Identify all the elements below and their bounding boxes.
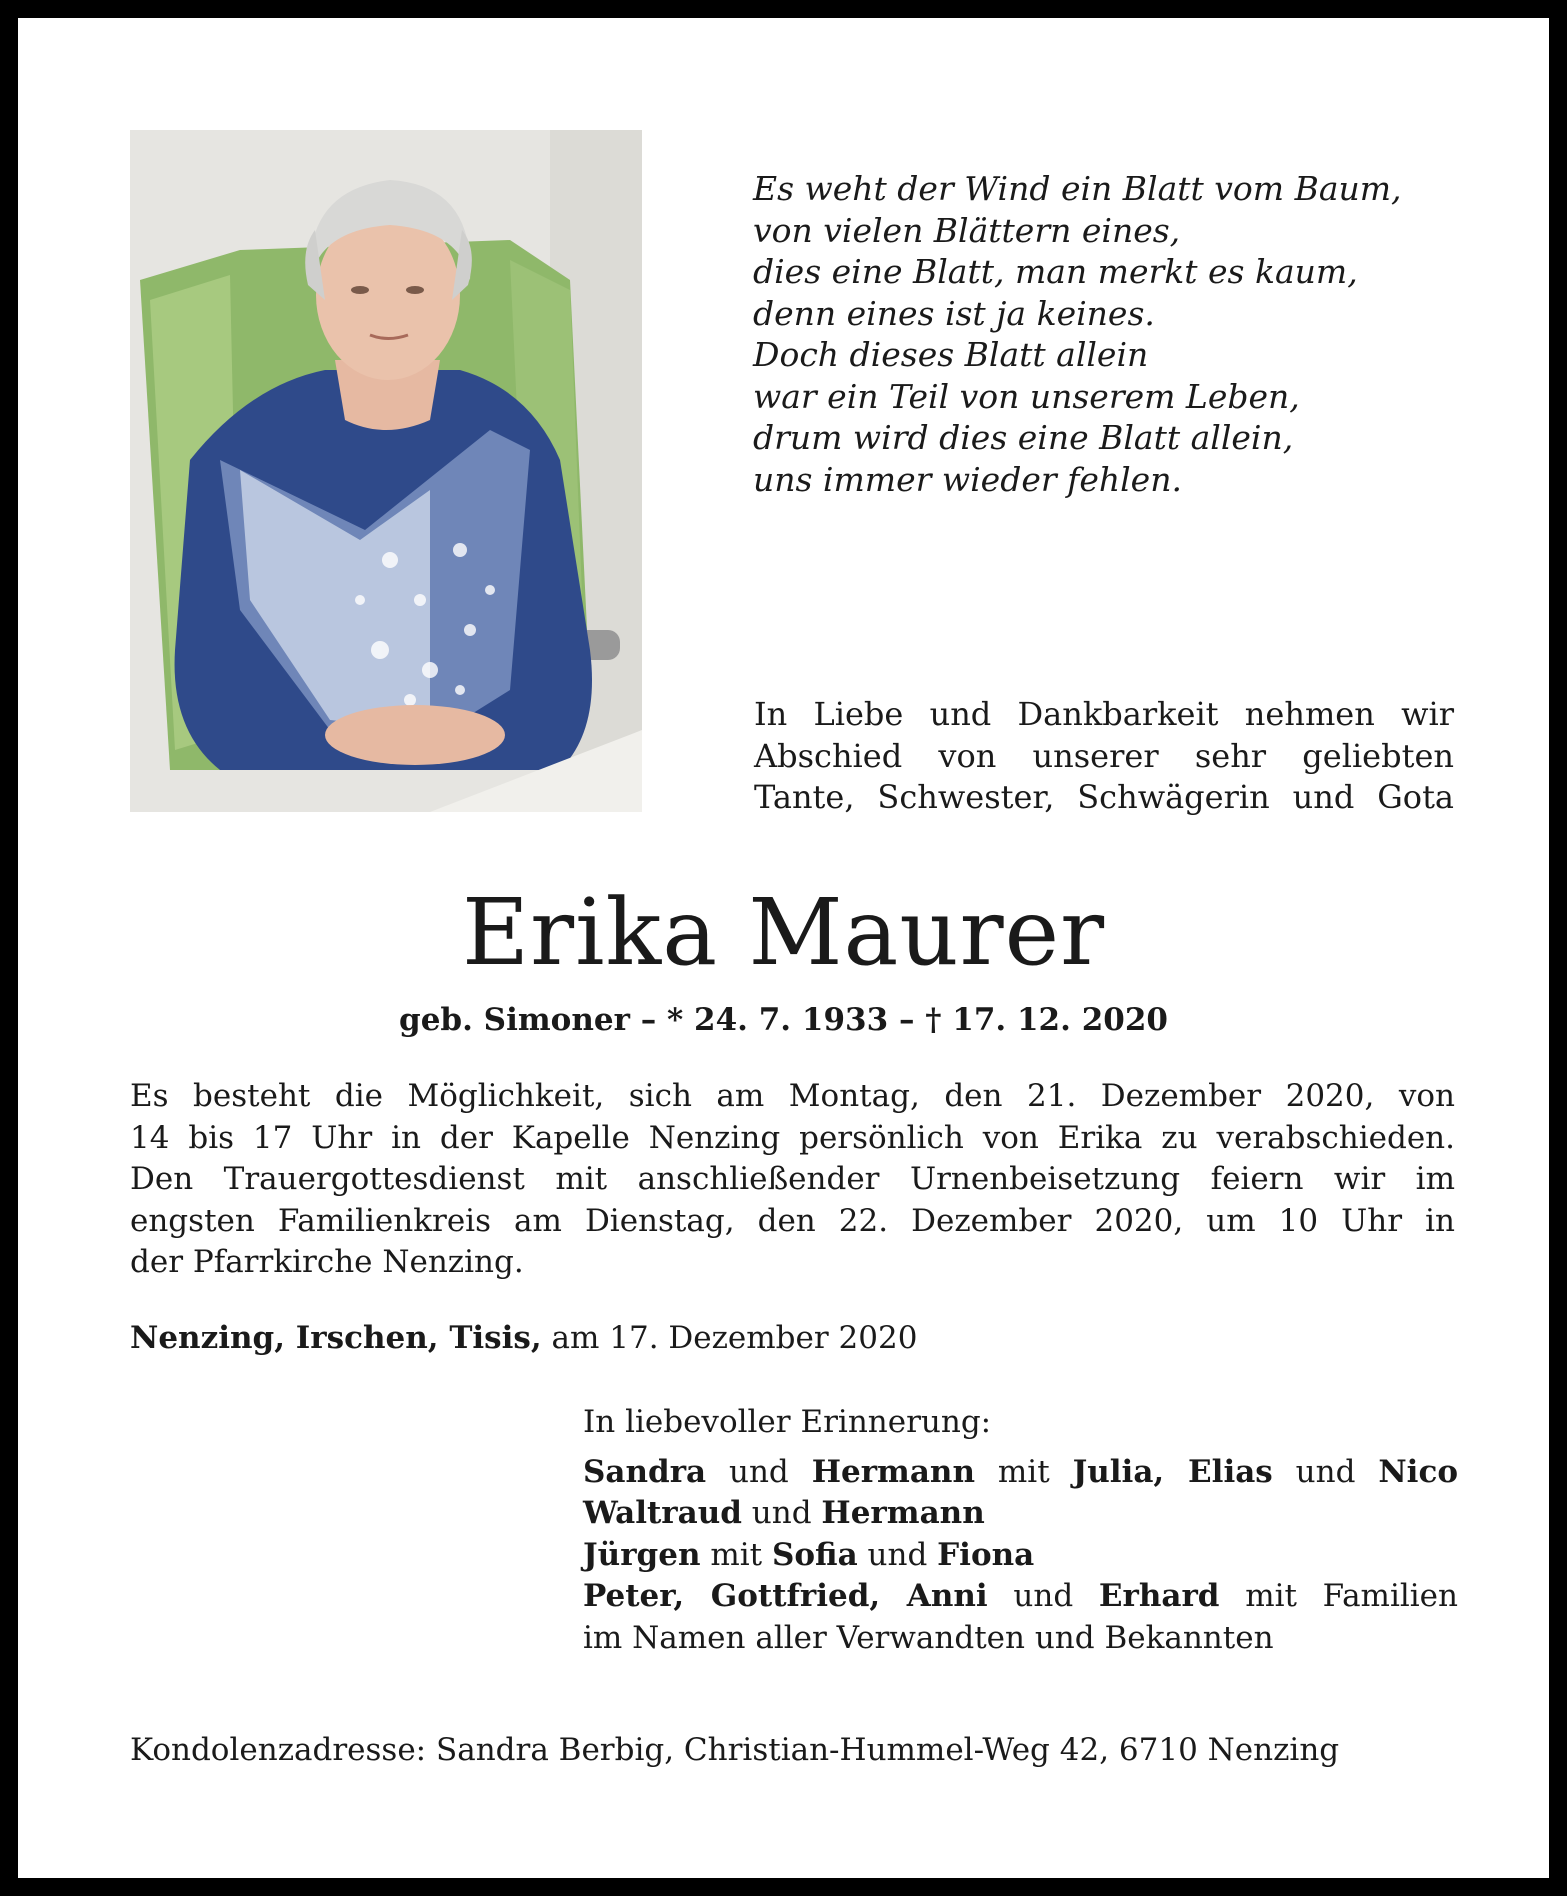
mourners-line: Sandra und Hermann mit Julia, Elias und Nico [583,1453,1459,1490]
poem-line: denn eines ist ja keines. [753,293,1155,333]
announcement-line: der Pfarrkirche Nenzing. [130,1244,524,1280]
portrait-photo [130,130,642,812]
mourners-line: Peter, Gottfried, Anni und Erhard mit Familien [583,1578,1458,1614]
mourners-line: im Namen aller Verwandten und Bekannten [583,1619,1274,1656]
announcement-line: engsten Familienkreis am Dienstag, den 22. Dezember 2020, um 10 Uhr in [130,1202,1455,1239]
deceased-name: Erika Maurer [461,879,1106,986]
poem-line: uns immer wieder fehlen. [753,459,1182,499]
service-announcement [130,1076,1455,1284]
intro-line: Abschied von unserer sehr geliebten [754,736,1454,775]
place-and-date [130,1318,1130,1360]
poem [753,168,1473,500]
intro-line: Tante, Schwester, Schwägerin und Gota [754,778,1454,816]
mourners-heading: In liebevoller Erinnerung: [583,1404,992,1440]
mourners-list [583,1402,1458,1659]
poem-line: von vielen Blättern eines, [753,210,1181,250]
announcement-line: 14 bis 17 Uhr in der Kapelle Nenzing persönlich von Erika zu verabschieden. [130,1119,1455,1156]
poem-line: Doch dieses Blatt allein [753,335,1149,374]
farewell-intro [754,694,1454,819]
condolence-address: Kondolenzadresse: Sandra Berbig, Christian-Hummel-Weg 42, 6710 Nenzing [130,1732,1340,1768]
announcement-line: Es besteht die Möglichkeit, sich am Montag, den 21. Dezember 2020, von [130,1078,1455,1114]
mourners-line: Waltraud und Hermann [583,1495,985,1531]
announcement-line: Den Trauergottesdienst mit anschließender Urnenbeisetzung feiern wir im [130,1161,1455,1197]
place-names: Nenzing, Irschen, Tisis, [130,1320,542,1356]
life-dates: geb. Simoner – * 24. 7. 1933 – † 17. 12. 2020 [399,1002,1168,1038]
poem-line: dies eine Blatt, man merkt es kaum, [753,252,1358,291]
portrait-illustration [130,130,642,812]
poem-line: drum wird dies eine Blatt allein, [753,418,1294,457]
poem-line: Es weht der Wind ein Blatt vom Baum, [753,169,1402,208]
notice-date: am 17. Dezember 2020 [541,1320,918,1356]
obituary-page [18,18,1549,1878]
mourners-line: Jürgen mit Sofia und Fiona [583,1536,1035,1573]
poem-line: war ein Teil von unserem Leben, [753,376,1300,416]
intro-line: In Liebe und Dankbarkeit nehmen wir [754,695,1454,733]
